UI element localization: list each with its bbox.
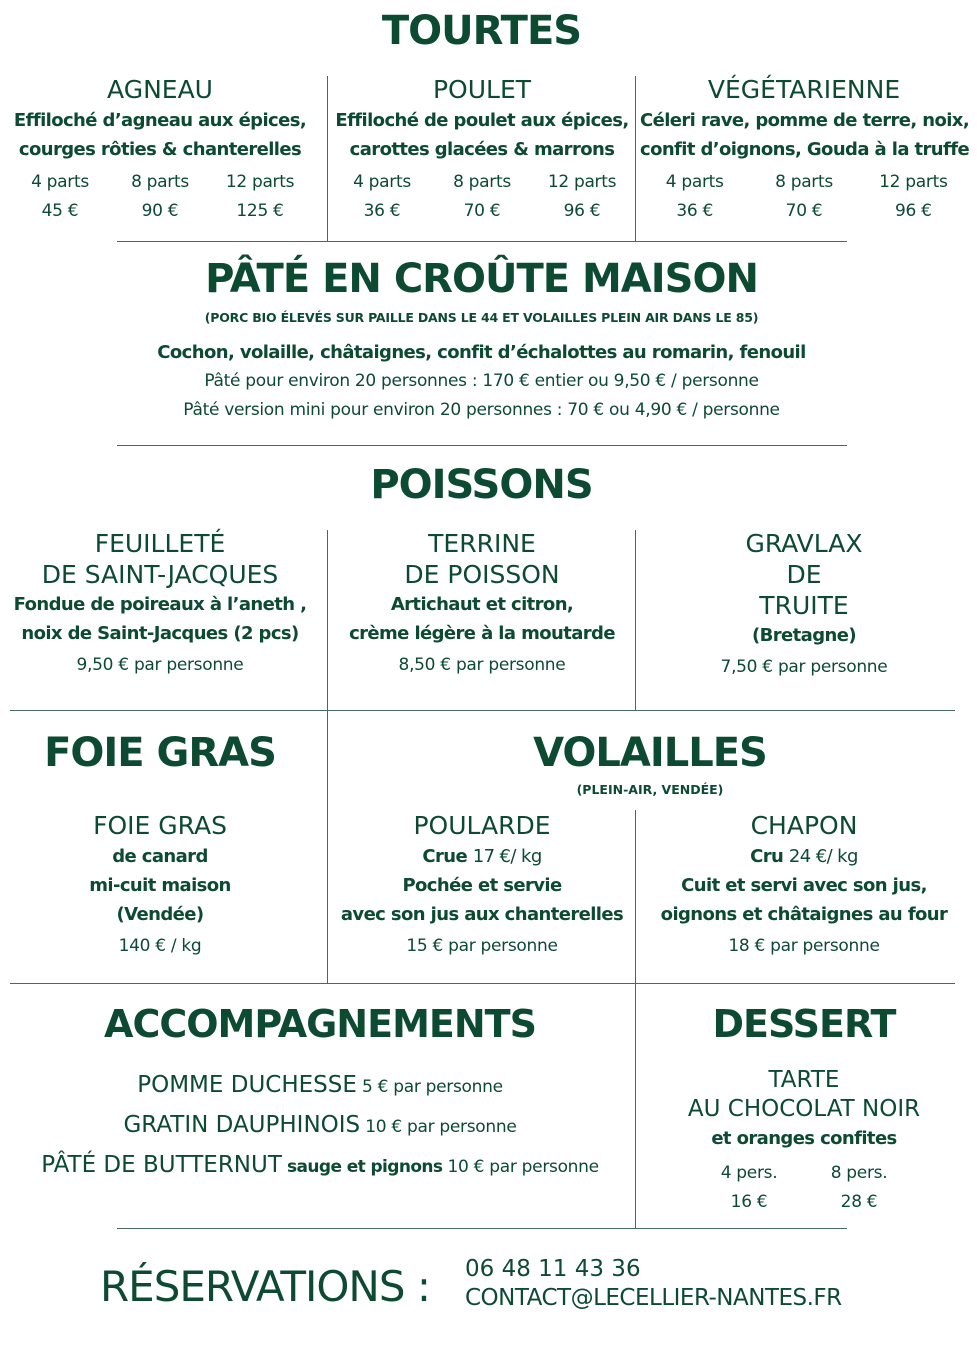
poisson-name: DE SAINT-JACQUES — [41, 560, 279, 589]
price: 28 € — [840, 1192, 878, 1212]
price: 70 € — [785, 201, 823, 221]
accompagnement-item — [10, 1146, 630, 1186]
size-label: 8 parts — [453, 172, 511, 192]
volaille-desc: Cuit et servi avec son jus, — [681, 875, 927, 896]
price: 5 € — [362, 1077, 389, 1097]
raw-price: 24 €/ kg — [788, 846, 858, 867]
divider — [327, 76, 328, 241]
price: 45 € — [41, 201, 79, 221]
accompagnement-item — [10, 1066, 630, 1106]
price: 96 € — [895, 201, 932, 221]
divider — [117, 445, 847, 446]
tourte-name: POULET — [432, 75, 532, 104]
pate-subtitle: (PORC BIO ÉLEVÉS SUR PAILLE DANS LE 44 ET VOLAILLES PLEIN AIR DANS LE 85) — [204, 310, 759, 325]
tourte-vegetarienne — [640, 74, 968, 226]
volailles-title: VOLAILLES — [533, 730, 767, 776]
reservations-label: RÉSERVATIONS : — [100, 1262, 430, 1311]
pate-line: Pâté version mini pour environ 20 personnes : 70 € ou 4,90 € / personne — [183, 400, 780, 420]
size-label: 4 pers. — [720, 1163, 778, 1183]
volailles-subtitle: (PLEIN-AIR, VENDÉE) — [576, 782, 724, 797]
price-unit: par personne — [770, 936, 880, 956]
poisson-name: DE POISSON — [404, 560, 560, 589]
tourte-poulet — [332, 74, 632, 226]
accompagnement-name: PÂTÉ DE BUTTERNUT — [41, 1152, 282, 1178]
poisson-name: DE — [786, 560, 822, 589]
price-unit: par personne — [489, 1157, 599, 1177]
foie-gras-desc: mi-cuit maison — [89, 875, 231, 896]
divider — [635, 76, 636, 241]
accompagnement-name: GRATIN DAUPHINOIS — [123, 1112, 361, 1138]
divider — [635, 530, 636, 710]
foie-gras-item — [10, 810, 310, 958]
poisson-desc: Fondue de poireaux à l’aneth , — [13, 594, 307, 615]
poissons-title: POISSONS — [370, 462, 593, 508]
poisson-name: TERRINE — [428, 529, 536, 558]
tourte-desc: Effiloché de poulet aux épices, — [335, 110, 629, 131]
volaille-name: CHAPON — [750, 811, 858, 840]
divider — [117, 241, 847, 242]
size-label: 4 parts — [31, 172, 89, 192]
price-unit: par personne — [448, 936, 558, 956]
dessert-desc: et oranges confites — [711, 1128, 897, 1149]
raw-label: Cru — [750, 846, 784, 867]
size-label: 12 parts — [879, 172, 948, 192]
pate-line: Pâté pour environ 20 personnes : 170 € entier ou 9,50 € / personne — [204, 371, 759, 391]
dessert-name: TARTE — [768, 1067, 840, 1093]
price: 7,50 € — [720, 657, 773, 677]
divider — [327, 710, 328, 983]
poisson-desc: Artichaut et citron, — [390, 594, 574, 615]
price: 36 € — [676, 201, 713, 221]
price: 18 € — [728, 936, 766, 956]
price-unit: par personne — [133, 655, 244, 675]
accompagnements-title: ACCOMPAGNEMENTS — [104, 1002, 536, 1046]
price: 10 € — [365, 1117, 402, 1137]
price-unit: par personne — [393, 1077, 503, 1097]
size-label: 4 parts — [665, 172, 724, 192]
price: 125 € — [236, 201, 284, 221]
poisson-name: FEUILLETÉ — [94, 529, 226, 558]
tourte-name: AGNEAU — [107, 75, 213, 104]
foie-gras-desc: (Vendée) — [116, 904, 204, 925]
accompagnement-extra: sauge et pignons — [286, 1157, 443, 1177]
poisson-desc: (Bretagne) — [752, 625, 856, 646]
price-unit: par personne — [455, 655, 566, 675]
price: 36 € — [363, 201, 401, 221]
size-label: 12 parts — [547, 172, 617, 192]
poisson-name: TRUITE — [759, 591, 849, 620]
dessert-item — [640, 1066, 968, 1217]
tourte-desc: confit d’oignons, Gouda à la truffe — [640, 139, 970, 160]
size-label: 4 parts — [353, 172, 411, 192]
reservations-phone[interactable]: 06 48 11 43 36 — [465, 1256, 641, 1282]
divider — [10, 710, 955, 711]
price: 140 € / kg — [118, 936, 202, 956]
divider — [117, 1228, 847, 1229]
volaille-desc: avec son jus aux chanterelles — [340, 904, 624, 925]
price: 90 € — [141, 201, 179, 221]
pate-desc: Cochon, volaille, châtaignes, confit d’échalottes au romarin, fenouil — [157, 342, 806, 363]
price: 15 € — [406, 936, 444, 956]
raw-label: Crue — [422, 846, 468, 867]
accompagnements-list — [10, 1066, 630, 1186]
volaille-name: POULARDE — [413, 811, 551, 840]
size-label: 8 parts — [775, 172, 833, 192]
accompagnement-name: POMME DUCHESSE — [137, 1072, 357, 1098]
poisson-desc: noix de Saint-Jacques (2 pcs) — [21, 623, 299, 644]
volaille-desc: Pochée et servie — [402, 875, 562, 896]
divider — [10, 983, 955, 984]
size-label: 8 parts — [131, 172, 189, 192]
price: 9,50 € — [76, 655, 129, 675]
price: 16 € — [730, 1192, 768, 1212]
dessert-name: AU CHOCOLAT NOIR — [687, 1096, 921, 1122]
tourte-agneau — [10, 74, 310, 226]
price: 70 € — [463, 201, 501, 221]
volaille-poularde — [332, 810, 632, 958]
foie-gras-title: FOIE GRAS — [44, 730, 276, 776]
accompagnement-item — [10, 1106, 630, 1146]
foie-gras-desc: de canard — [112, 846, 208, 867]
size-label: 8 pers. — [830, 1163, 888, 1183]
price: 96 € — [563, 201, 601, 221]
tourte-desc: Effiloché d’agneau aux épices, — [13, 110, 307, 131]
poisson-name: GRAVLAX — [745, 529, 863, 558]
foie-gras-name: FOIE GRAS — [93, 811, 227, 840]
tourte-desc: Céleri rave, pomme de terre, noix, — [640, 110, 970, 131]
volaille-desc: oignons et châtaignes au four — [660, 904, 948, 925]
raw-price: 17 €/ kg — [472, 846, 542, 867]
price-unit: par personne — [777, 657, 888, 677]
tourte-desc: carottes glacées & marrons — [349, 139, 615, 160]
poisson-feuillete — [10, 528, 310, 677]
divider — [327, 530, 328, 710]
size-label: 12 parts — [225, 172, 295, 192]
tourte-desc: courges rôties & chanterelles — [18, 139, 302, 160]
poisson-desc: crème légère à la moutarde — [349, 623, 615, 644]
tourte-name: VÉGÉTARIENNE — [707, 75, 901, 104]
price: 10 € — [447, 1157, 485, 1177]
reservations-email[interactable]: CONTACT@LECELLIER-NANTES.FR — [465, 1285, 842, 1311]
pate-title: PÂTÉ EN CROÛTE MAISON — [205, 256, 758, 302]
dessert-title: DESSERT — [712, 1002, 896, 1046]
price: 8,50 € — [398, 655, 451, 675]
volaille-chapon — [640, 810, 968, 958]
price-unit: par personne — [407, 1117, 517, 1137]
tourtes-title: TOURTES — [381, 8, 582, 54]
divider — [635, 983, 636, 1228]
poisson-gravlax — [640, 528, 968, 679]
poisson-terrine — [332, 528, 632, 677]
divider — [635, 810, 636, 983]
